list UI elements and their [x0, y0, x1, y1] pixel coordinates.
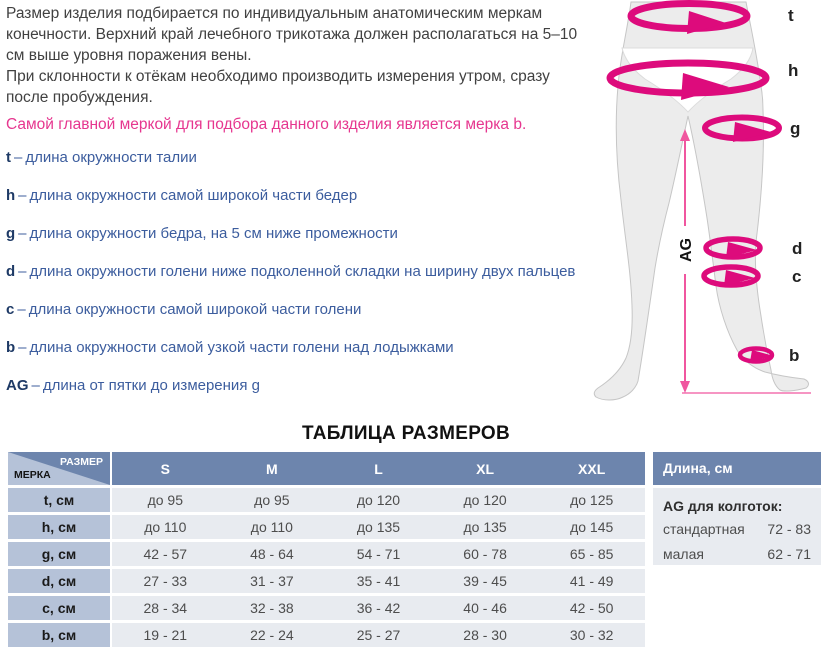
- table-cell: 48 - 64: [250, 546, 294, 562]
- diagram-label-h: h: [788, 61, 799, 80]
- row-label: d, см: [8, 569, 110, 593]
- table-row-h: [8, 515, 645, 539]
- column-header-xxl: XXL: [578, 460, 606, 477]
- measurement-desc: длина окружности самой широкой части голени: [28, 301, 362, 318]
- table-cell: до 120: [463, 492, 507, 508]
- size-table-title: ТАБЛИЦА РАЗМЕРОВ: [301, 423, 511, 444]
- length-row-value: 72 - 83: [767, 521, 811, 537]
- table-cell: 41 - 49: [569, 573, 614, 589]
- row-label: g, см: [8, 542, 110, 566]
- row-values: [112, 542, 645, 566]
- size-table: [8, 452, 645, 647]
- table-cell: 28 - 30: [463, 627, 507, 643]
- paragraph-line: Размер изделия подбирается по индивидуальным анатомическим меркам: [6, 5, 543, 22]
- measurement-item-c: [6, 300, 361, 320]
- paragraph-line: после пробуждения.: [6, 89, 153, 106]
- table-cell: до 145: [570, 519, 614, 535]
- measurement-item-b: [6, 338, 454, 358]
- table-cell: до 95: [254, 492, 290, 508]
- measurement-key: AG: [6, 377, 29, 394]
- row-label: t, см: [8, 488, 110, 512]
- row-values: [112, 623, 645, 647]
- ag-line-label: AG: [678, 238, 695, 262]
- measurement-desc: длина окружности талии: [25, 149, 197, 166]
- diagram-label-t: t: [788, 6, 794, 25]
- diagram-label-d: d: [792, 239, 803, 258]
- table-cell: 42 - 57: [143, 546, 188, 562]
- column-header-m: M: [266, 460, 278, 477]
- table-cell: 28 - 34: [143, 600, 188, 616]
- row-label: c, см: [8, 596, 110, 620]
- paragraph-line: При склонности к отёкам необходимо производить измерения утром, сразу: [6, 68, 550, 85]
- table-cell: до 120: [356, 492, 401, 508]
- measurement-dash: –: [17, 301, 26, 318]
- length-row-label: малая: [663, 546, 704, 562]
- length-row-small: [663, 542, 811, 567]
- table-row-t: [8, 488, 645, 512]
- row-values: [112, 488, 645, 512]
- measurement-desc: длина окружности самой широкой части бедер: [29, 187, 358, 204]
- column-header-l: L: [374, 460, 383, 477]
- table-cell: 31 - 37: [250, 573, 294, 589]
- length-panel-subtitle: AG для колготок:: [663, 498, 783, 514]
- table-cell: 35 - 41: [356, 573, 401, 589]
- table-cell: 25 - 27: [356, 627, 401, 643]
- table-row-c: [8, 596, 645, 620]
- table-cell: 36 - 42: [356, 600, 401, 616]
- measurement-key: d: [6, 263, 16, 280]
- legs-diagram-svg: [585, 0, 826, 420]
- length-row-value: 62 - 71: [767, 546, 811, 562]
- table-row-g: [8, 542, 645, 566]
- measurement-item-t: [6, 148, 197, 168]
- table-cell: 54 - 71: [356, 546, 401, 562]
- table-header-row: [112, 452, 645, 485]
- measurement-key: c: [6, 301, 15, 318]
- measurement-key: t: [6, 149, 11, 166]
- measurement-key: g: [6, 225, 16, 242]
- table-cell: 27 - 33: [143, 573, 188, 589]
- corner-label-measure: МЕРКА: [14, 469, 51, 481]
- diagram-label-c: c: [792, 267, 802, 286]
- table-cell: до 95: [147, 492, 183, 508]
- table-row-d: [8, 569, 645, 593]
- row-values: [112, 515, 645, 539]
- length-panel-header: Длина, см: [653, 452, 821, 485]
- measurement-item-h: [6, 186, 357, 206]
- length-panel: [653, 452, 821, 565]
- table-cell: 65 - 85: [569, 546, 614, 562]
- length-panel-body: [653, 488, 821, 565]
- diagram-label-b: b: [789, 346, 800, 365]
- measurement-item-g: [6, 224, 398, 244]
- measurement-dash: –: [31, 377, 40, 394]
- row-values: [112, 569, 645, 593]
- paragraph-line: конечности. Верхний край лечебного трикотажа должен располагаться на 5–10: [6, 26, 578, 43]
- table-cell: 19 - 21: [143, 627, 188, 643]
- table-cell: 39 - 45: [463, 573, 507, 589]
- measurement-dash: –: [14, 149, 23, 166]
- measurement-desc: длина окружности самой узкой части голени над лодыжками: [29, 339, 454, 356]
- table-cell: 60 - 78: [463, 546, 507, 562]
- length-row-label: стандартная: [663, 521, 745, 537]
- table-cell: 32 - 38: [250, 600, 294, 616]
- length-row-standard: [663, 517, 811, 542]
- measurement-item-d: [6, 262, 575, 282]
- intro-paragraph-1: [6, 3, 577, 66]
- measurement-item-ag: [6, 376, 260, 396]
- legs-measurement-diagram: [585, 0, 826, 420]
- column-header-s: S: [160, 460, 170, 477]
- table-cell: 42 - 50: [569, 600, 614, 616]
- measurement-dash: –: [18, 339, 27, 356]
- column-header-xl: XL: [476, 460, 495, 477]
- measurement-key: b: [6, 339, 16, 356]
- row-values: [112, 596, 645, 620]
- diagram-labels: [788, 6, 802, 365]
- measurement-key: h: [6, 187, 16, 204]
- table-row-b: [8, 623, 645, 647]
- measurement-dash: –: [18, 225, 27, 242]
- table-cell: 40 - 46: [463, 600, 507, 616]
- highlight-note: Самой главной меркой для подбора данного изделия является мерка b.: [6, 116, 527, 133]
- paragraph-line: см выше уровня поражения вены.: [6, 47, 252, 64]
- measurement-desc: длина окружности голени ниже подколенной складки на ширину двух пальцев: [29, 263, 576, 280]
- measurement-desc: длина от пятки до измерения g: [42, 377, 260, 394]
- row-label: h, см: [8, 515, 110, 539]
- table-cell: до 125: [570, 492, 614, 508]
- intro-paragraph-2: [6, 66, 550, 108]
- diagram-label-g: g: [790, 119, 801, 138]
- measurement-dash: –: [18, 187, 27, 204]
- corner-label-size: РАЗМЕР: [60, 456, 103, 468]
- row-label: b, см: [8, 623, 110, 647]
- table-cell: до 110: [144, 519, 187, 535]
- table-cell: 30 - 32: [569, 627, 614, 643]
- table-corner-cell: [8, 452, 110, 485]
- table-cell: до 135: [356, 519, 401, 535]
- table-cell: до 110: [250, 519, 293, 535]
- table-cell: до 135: [463, 519, 507, 535]
- measurement-desc: длина окружности бедра, на 5 см ниже промежности: [29, 225, 398, 242]
- table-cell: 22 - 24: [250, 627, 294, 643]
- measurement-dash: –: [18, 263, 27, 280]
